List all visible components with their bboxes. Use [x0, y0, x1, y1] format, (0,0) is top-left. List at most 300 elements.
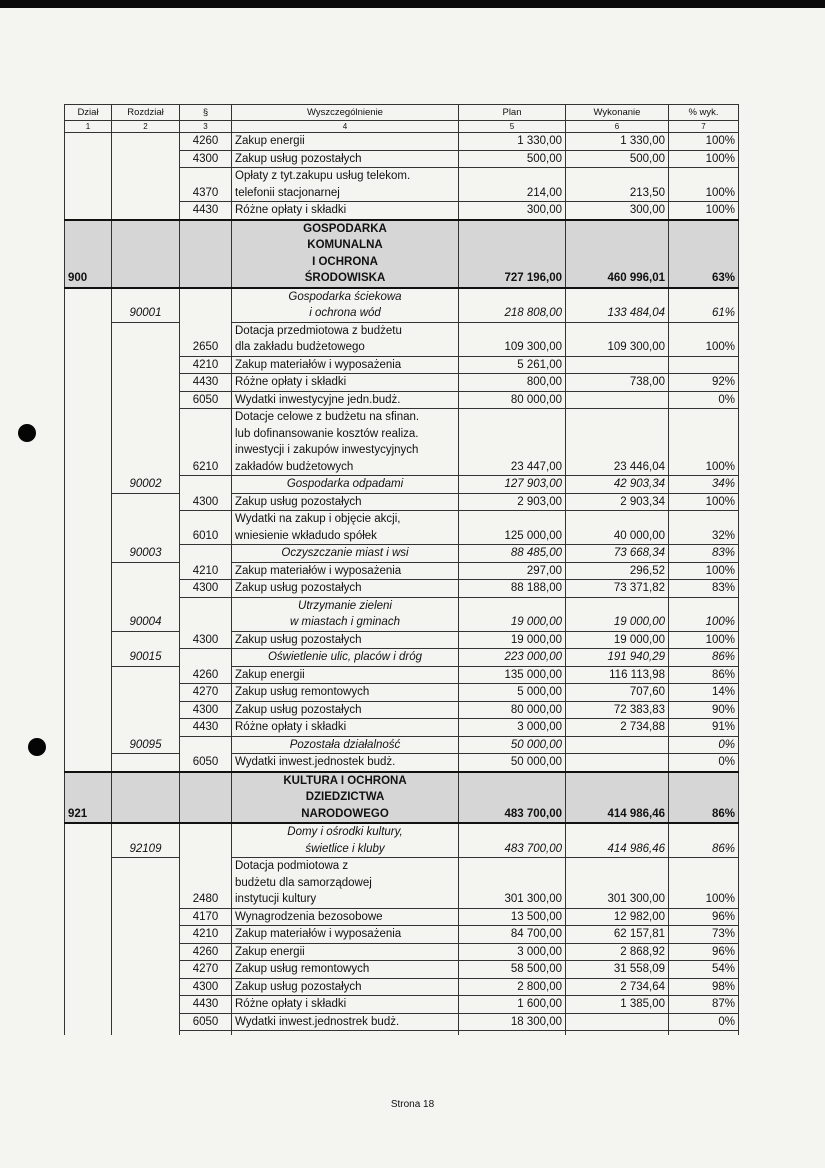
dzial-code-cell	[65, 961, 112, 979]
rozdzial-code-cell: 90004	[112, 597, 180, 631]
subsection-row	[65, 597, 739, 631]
paragraph-code-cell: 4430	[180, 202, 232, 220]
description-cell: Domy i ośrodki kultury, świetlice i kluby	[232, 823, 459, 858]
execution-cell: 109 300,00	[566, 322, 669, 356]
rozdzial-code-cell	[112, 493, 180, 511]
column-number: 5	[459, 121, 566, 133]
rozdzial-code-cell	[112, 220, 180, 288]
percent-cell: 32%	[669, 511, 739, 545]
description-cell: Zakup usług pozostałych	[232, 631, 459, 649]
percent-cell: 100%	[669, 562, 739, 580]
section-row	[65, 220, 739, 288]
percent-cell: 100%	[669, 493, 739, 511]
dzial-code-cell	[65, 409, 112, 476]
execution-cell: 133 484,04	[566, 288, 669, 323]
percent-cell: 86%	[669, 666, 739, 684]
dzial-code-cell	[65, 562, 112, 580]
dzial-code-cell	[65, 996, 112, 1014]
rozdzial-code-cell	[112, 978, 180, 996]
percent-cell: 54%	[669, 961, 739, 979]
plan-cell: 300,00	[459, 202, 566, 220]
spacer-cell	[65, 1031, 112, 1036]
plan-cell: 80 000,00	[459, 701, 566, 719]
dzial-code-cell	[65, 168, 112, 202]
description-cell: Zakup usług remontowych	[232, 961, 459, 979]
dzial-code-cell	[65, 288, 112, 323]
plan-cell: 50 000,00	[459, 736, 566, 754]
percent-cell: 100%	[669, 322, 739, 356]
header-wyszczegolnienie: Wyszczególnienie	[232, 105, 459, 121]
plan-cell: 58 500,00	[459, 961, 566, 979]
rozdzial-code-cell: 90002	[112, 476, 180, 494]
plan-cell: 19 000,00	[459, 631, 566, 649]
table-row	[65, 356, 739, 374]
plan-cell: 3 000,00	[459, 943, 566, 961]
dzial-code-cell	[65, 719, 112, 737]
percent-cell: 92%	[669, 374, 739, 392]
execution-cell	[566, 356, 669, 374]
plan-cell: 218 808,00	[459, 288, 566, 323]
paragraph-code-cell	[180, 545, 232, 563]
paragraph-code-cell: 4300	[180, 701, 232, 719]
description-cell: GOSPODARKA KOMUNALNA I OCHRONA ŚRODOWISKA	[232, 220, 459, 288]
rozdzial-code-cell: 90001	[112, 288, 180, 323]
punch-hole	[28, 738, 46, 756]
description-cell: KULTURA I OCHRONA DZIEDZICTWA NARODOWEGO	[232, 772, 459, 824]
rozdzial-code-cell	[112, 1013, 180, 1031]
paragraph-code-cell	[180, 772, 232, 824]
table-row	[65, 409, 739, 476]
percent-cell: 96%	[669, 943, 739, 961]
execution-cell: 40 000,00	[566, 511, 669, 545]
paragraph-code-cell	[180, 736, 232, 754]
paragraph-code-cell: 4370	[180, 168, 232, 202]
rozdzial-code-cell: 90095	[112, 736, 180, 754]
plan-cell: 135 000,00	[459, 666, 566, 684]
plan-cell: 88 485,00	[459, 545, 566, 563]
rozdzial-code-cell	[112, 391, 180, 409]
plan-cell: 800,00	[459, 374, 566, 392]
paragraph-code-cell: 4300	[180, 493, 232, 511]
subsection-row	[65, 288, 739, 323]
percent-cell: 61%	[669, 288, 739, 323]
description-cell: Gospodarka ściekowa i ochrona wód	[232, 288, 459, 323]
subsection-row	[65, 476, 739, 494]
execution-cell	[566, 736, 669, 754]
description-cell: Zakup materiałów i wyposażenia	[232, 926, 459, 944]
plan-cell: 223 000,00	[459, 649, 566, 667]
punch-hole	[18, 424, 36, 442]
paragraph-code-cell: 4430	[180, 374, 232, 392]
spacer-cell	[459, 1031, 566, 1036]
paragraph-code-cell	[180, 597, 232, 631]
rozdzial-code-cell	[112, 772, 180, 824]
plan-cell: 1 600,00	[459, 996, 566, 1014]
description-cell: Wydatki na zakup i objęcie akcji, wniesienie wkładudo spółek	[232, 511, 459, 545]
description-cell: Zakup usług pozostałych	[232, 580, 459, 598]
dzial-code-cell	[65, 322, 112, 356]
subsection-row	[65, 649, 739, 667]
plan-cell: 23 447,00	[459, 409, 566, 476]
rozdzial-code-cell	[112, 322, 180, 356]
header-paragraf: §	[180, 105, 232, 121]
table-row	[65, 374, 739, 392]
spacer-cell	[112, 1031, 180, 1036]
rozdzial-code-cell	[112, 858, 180, 909]
rozdzial-code-cell	[112, 150, 180, 168]
rozdzial-code-cell	[112, 926, 180, 944]
header-pct: % wyk.	[669, 105, 739, 121]
execution-cell: 1 330,00	[566, 133, 669, 151]
column-number: 7	[669, 121, 739, 133]
table-row	[65, 1013, 739, 1031]
percent-cell: 91%	[669, 719, 739, 737]
percent-cell: 0%	[669, 391, 739, 409]
paragraph-code-cell: 4170	[180, 908, 232, 926]
table-row	[65, 168, 739, 202]
execution-cell: 213,50	[566, 168, 669, 202]
dzial-code-cell	[65, 736, 112, 754]
dzial-code-cell	[65, 511, 112, 545]
percent-cell: 83%	[669, 580, 739, 598]
table-row	[65, 666, 739, 684]
dzial-code-cell	[65, 943, 112, 961]
percent-cell: 0%	[669, 1013, 739, 1031]
description-cell: Opłaty z tyt.zakupu usług telekom. telefonii stacjonarnej	[232, 168, 459, 202]
execution-cell: 500,00	[566, 150, 669, 168]
percent-cell: 100%	[669, 168, 739, 202]
description-cell: Pozostała działalność	[232, 736, 459, 754]
rozdzial-code-cell	[112, 133, 180, 151]
paragraph-code-cell: 4210	[180, 356, 232, 374]
percent-cell: 98%	[669, 978, 739, 996]
scan-top-edge	[0, 0, 825, 8]
description-cell: Zakup materiałów i wyposażenia	[232, 356, 459, 374]
table-row	[65, 391, 739, 409]
rozdzial-code-cell	[112, 356, 180, 374]
plan-cell: 127 903,00	[459, 476, 566, 494]
table-row	[65, 322, 739, 356]
description-cell: Różne opłaty i składki	[232, 374, 459, 392]
description-cell: Dotacje celowe z budżetu na sfinan. lub dofinansowanie kosztów realiza. inwestycji i zakupów inwestycyjnych zakładów budżetowych	[232, 409, 459, 476]
description-cell: Zakup usług pozostałych	[232, 978, 459, 996]
table-row	[65, 978, 739, 996]
table-row	[65, 511, 739, 545]
execution-cell: 301 300,00	[566, 858, 669, 909]
dzial-code-cell	[65, 545, 112, 563]
percent-cell: 0%	[669, 754, 739, 772]
description-cell: Dotacja podmiotowa z budżetu dla samorządowej instytucji kultury	[232, 858, 459, 909]
execution-cell: 72 383,83	[566, 701, 669, 719]
plan-cell: 80 000,00	[459, 391, 566, 409]
execution-cell: 191 940,29	[566, 649, 669, 667]
plan-cell: 297,00	[459, 562, 566, 580]
execution-cell: 460 996,01	[566, 220, 669, 288]
percent-cell: 34%	[669, 476, 739, 494]
rozdzial-code-cell	[112, 202, 180, 220]
percent-cell	[669, 356, 739, 374]
rozdzial-code-cell	[112, 961, 180, 979]
dzial-code-cell	[65, 908, 112, 926]
plan-cell: 1 330,00	[459, 133, 566, 151]
dzial-code-cell	[65, 978, 112, 996]
description-cell: Zakup materiałów i wyposażenia	[232, 562, 459, 580]
table-row	[65, 580, 739, 598]
plan-cell: 2 800,00	[459, 978, 566, 996]
header-plan: Plan	[459, 105, 566, 121]
spacer-cell	[180, 1031, 232, 1036]
table-row	[65, 858, 739, 909]
percent-cell: 100%	[669, 409, 739, 476]
paragraph-code-cell: 2480	[180, 858, 232, 909]
rozdzial-code-cell	[112, 943, 180, 961]
description-cell: Różne opłaty i składki	[232, 996, 459, 1014]
dzial-code-cell	[65, 580, 112, 598]
plan-cell: 2 903,00	[459, 493, 566, 511]
percent-cell: 100%	[669, 150, 739, 168]
execution-cell: 73 371,82	[566, 580, 669, 598]
plan-cell: 483 700,00	[459, 772, 566, 824]
description-cell: Utrzymanie zieleni w miastach i gminach	[232, 597, 459, 631]
dzial-code-cell	[65, 666, 112, 684]
paragraph-code-cell	[180, 220, 232, 288]
description-cell: Zakup energii	[232, 666, 459, 684]
plan-cell: 88 188,00	[459, 580, 566, 598]
plan-cell: 5 000,00	[459, 684, 566, 702]
execution-cell: 2 734,88	[566, 719, 669, 737]
percent-cell: 73%	[669, 926, 739, 944]
paragraph-code-cell: 6050	[180, 391, 232, 409]
plan-cell: 214,00	[459, 168, 566, 202]
dzial-code-cell	[65, 202, 112, 220]
percent-cell: 83%	[669, 545, 739, 563]
table-row	[65, 493, 739, 511]
execution-cell: 300,00	[566, 202, 669, 220]
subsection-row	[65, 736, 739, 754]
table-row	[65, 754, 739, 772]
rozdzial-code-cell	[112, 701, 180, 719]
rozdzial-code-cell	[112, 409, 180, 476]
percent-cell: 0%	[669, 736, 739, 754]
description-cell: Zakup usług pozostałych	[232, 493, 459, 511]
percent-cell: 14%	[669, 684, 739, 702]
paragraph-code-cell: 6010	[180, 511, 232, 545]
execution-cell: 116 113,98	[566, 666, 669, 684]
table-row	[65, 562, 739, 580]
paragraph-code-cell: 2650	[180, 322, 232, 356]
rozdzial-code-cell	[112, 996, 180, 1014]
execution-cell: 19 000,00	[566, 631, 669, 649]
percent-cell: 100%	[669, 597, 739, 631]
description-cell: Zakup energii	[232, 133, 459, 151]
execution-cell: 2 868,92	[566, 943, 669, 961]
column-number: 6	[566, 121, 669, 133]
paragraph-code-cell	[180, 288, 232, 323]
percent-cell: 63%	[669, 220, 739, 288]
table-row	[65, 719, 739, 737]
paragraph-code-cell: 4260	[180, 133, 232, 151]
dzial-code-cell	[65, 476, 112, 494]
table-row	[65, 961, 739, 979]
column-number-row	[65, 121, 739, 133]
percent-cell: 86%	[669, 772, 739, 824]
rozdzial-code-cell	[112, 580, 180, 598]
rozdzial-code-cell: 90015	[112, 649, 180, 667]
execution-cell: 414 986,46	[566, 823, 669, 858]
dzial-code-cell	[65, 823, 112, 858]
execution-cell: 2 734,64	[566, 978, 669, 996]
column-number: 3	[180, 121, 232, 133]
rozdzial-code-cell	[112, 631, 180, 649]
description-cell: Zakup usług pozostałych	[232, 701, 459, 719]
column-number: 4	[232, 121, 459, 133]
percent-cell: 100%	[669, 631, 739, 649]
rozdzial-code-cell	[112, 684, 180, 702]
paragraph-code-cell: 4270	[180, 684, 232, 702]
plan-cell: 84 700,00	[459, 926, 566, 944]
table-row	[65, 996, 739, 1014]
description-cell: Różne opłaty i składki	[232, 202, 459, 220]
plan-cell: 109 300,00	[459, 322, 566, 356]
description-cell: Oczyszczanie miast i wsi	[232, 545, 459, 563]
paragraph-code-cell: 4300	[180, 978, 232, 996]
paragraph-code-cell: 4300	[180, 631, 232, 649]
dzial-code-cell	[65, 926, 112, 944]
section-row	[65, 772, 739, 824]
execution-cell	[566, 754, 669, 772]
rozdzial-code-cell: 92109	[112, 823, 180, 858]
dzial-code-cell	[65, 631, 112, 649]
paragraph-code-cell: 6050	[180, 754, 232, 772]
execution-cell: 12 982,00	[566, 908, 669, 926]
percent-cell: 100%	[669, 858, 739, 909]
table-row	[65, 631, 739, 649]
dzial-code-cell	[65, 493, 112, 511]
budget-expenditure-table	[64, 104, 739, 1035]
table-row	[65, 202, 739, 220]
paragraph-code-cell	[180, 476, 232, 494]
rozdzial-code-cell	[112, 511, 180, 545]
description-cell: Oświetlenie ulic, placów i dróg	[232, 649, 459, 667]
description-cell: Dotacja przedmiotowa z budżetu dla zakładu budżetowego	[232, 322, 459, 356]
rozdzial-code-cell	[112, 666, 180, 684]
spacer-cell	[232, 1031, 459, 1036]
percent-cell: 96%	[669, 908, 739, 926]
table-row	[65, 701, 739, 719]
paragraph-code-cell: 4430	[180, 719, 232, 737]
rozdzial-code-cell	[112, 719, 180, 737]
dzial-code-cell	[65, 356, 112, 374]
plan-cell: 19 000,00	[459, 597, 566, 631]
execution-cell: 1 385,00	[566, 996, 669, 1014]
description-cell: Zakup energii	[232, 943, 459, 961]
dzial-code-cell	[65, 701, 112, 719]
dzial-code-cell: 921	[65, 772, 112, 824]
dzial-code-cell	[65, 597, 112, 631]
percent-cell: 100%	[669, 202, 739, 220]
dzial-code-cell	[65, 133, 112, 151]
spacer-cell	[566, 1031, 669, 1036]
dzial-code-cell	[65, 150, 112, 168]
table-row	[65, 943, 739, 961]
execution-cell: 42 903,34	[566, 476, 669, 494]
paragraph-code-cell: 6210	[180, 409, 232, 476]
description-cell: Wydatki inwestycyjne jedn.budż.	[232, 391, 459, 409]
paragraph-code-cell: 4210	[180, 562, 232, 580]
percent-cell: 100%	[669, 133, 739, 151]
table-row	[65, 926, 739, 944]
rozdzial-code-cell	[112, 168, 180, 202]
paragraph-code-cell	[180, 649, 232, 667]
execution-cell: 73 668,34	[566, 545, 669, 563]
plan-cell: 13 500,00	[459, 908, 566, 926]
percent-cell: 87%	[669, 996, 739, 1014]
header-rozdzial: Rozdział	[112, 105, 180, 121]
column-number: 1	[65, 121, 112, 133]
dzial-code-cell	[65, 649, 112, 667]
description-cell: Gospodarka odpadami	[232, 476, 459, 494]
table-header-row	[65, 105, 739, 121]
rozdzial-code-cell	[112, 562, 180, 580]
description-cell: Zakup usług remontowych	[232, 684, 459, 702]
execution-cell: 23 446,04	[566, 409, 669, 476]
percent-cell: 90%	[669, 701, 739, 719]
plan-cell: 483 700,00	[459, 823, 566, 858]
plan-cell: 3 000,00	[459, 719, 566, 737]
description-cell: Wynagrodzenia bezosobowe	[232, 908, 459, 926]
description-cell: Wydatki inwest.jednostek budż.	[232, 754, 459, 772]
rozdzial-code-cell	[112, 754, 180, 772]
paragraph-code-cell: 4300	[180, 580, 232, 598]
execution-cell: 296,52	[566, 562, 669, 580]
dzial-code-cell	[65, 754, 112, 772]
execution-cell	[566, 391, 669, 409]
table-row	[65, 150, 739, 168]
rozdzial-code-cell: 90003	[112, 545, 180, 563]
paragraph-code-cell: 6050	[180, 1013, 232, 1031]
subsection-row	[65, 823, 739, 858]
table-row	[65, 684, 739, 702]
plan-cell: 18 300,00	[459, 1013, 566, 1031]
description-cell: Wydatki inwest.jednostrek budż.	[232, 1013, 459, 1031]
percent-cell: 86%	[669, 823, 739, 858]
paragraph-code-cell: 4430	[180, 996, 232, 1014]
table-row	[65, 133, 739, 151]
description-cell: Różne opłaty i składki	[232, 719, 459, 737]
paragraph-code-cell: 4270	[180, 961, 232, 979]
paragraph-code-cell: 4300	[180, 150, 232, 168]
description-cell: Zakup usług pozostałych	[232, 150, 459, 168]
execution-cell: 31 558,09	[566, 961, 669, 979]
execution-cell	[566, 1013, 669, 1031]
paragraph-code-cell: 4210	[180, 926, 232, 944]
execution-cell: 2 903,34	[566, 493, 669, 511]
execution-cell: 19 000,00	[566, 597, 669, 631]
table-row	[65, 908, 739, 926]
plan-cell: 50 000,00	[459, 754, 566, 772]
paragraph-code-cell: 4260	[180, 666, 232, 684]
plan-cell: 727 196,00	[459, 220, 566, 288]
rozdzial-code-cell	[112, 908, 180, 926]
execution-cell: 707,60	[566, 684, 669, 702]
dzial-code-cell	[65, 391, 112, 409]
rozdzial-code-cell	[112, 374, 180, 392]
dzial-code-cell	[65, 858, 112, 909]
paragraph-code-cell	[180, 823, 232, 858]
spacer-cell	[669, 1031, 739, 1036]
header-dzial: Dział	[65, 105, 112, 121]
plan-cell: 301 300,00	[459, 858, 566, 909]
